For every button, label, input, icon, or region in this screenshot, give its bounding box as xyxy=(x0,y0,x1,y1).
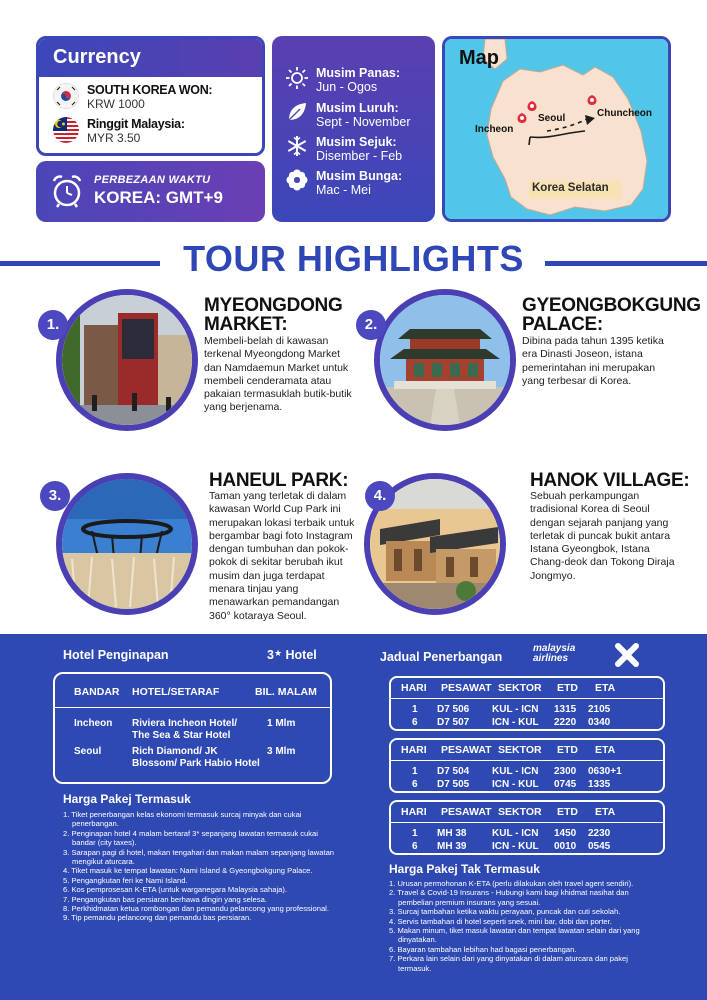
season-name: Musim Sejuk: xyxy=(316,135,397,149)
airasia-logo-icon xyxy=(612,640,642,675)
hotel-row-hotel: Riviera Incheon Hotel/ The Sea & Star Hotel xyxy=(132,718,238,741)
currency-name: Ringgit Malaysia: xyxy=(87,117,185,131)
flight-table xyxy=(389,676,665,731)
hotel-row-hotel: Rich Diamond/ JK Blossom/ Park Habio Hotel xyxy=(132,746,260,769)
flight-header-divider xyxy=(391,698,663,699)
flight-sector: ICN - KUL xyxy=(492,779,539,790)
map-label-chuncheon: Chuncheon xyxy=(597,108,652,119)
included-item: 2. Penginapan hotel 4 malam bertaraf 3* sepanjang lawatan termasuk cukai bandar (city taxes). xyxy=(63,828,318,848)
season-months: Mac - Mei xyxy=(316,183,371,197)
flight-etd: 2300 xyxy=(554,766,577,777)
gyeongbokgung-photo xyxy=(374,289,516,431)
flight-eta: 2105 xyxy=(588,704,611,715)
highlight-number: 3. xyxy=(40,481,70,511)
flight-header: ETA xyxy=(595,744,616,756)
flight-sector: ICN - KUL xyxy=(492,841,539,852)
highlight-number: 2. xyxy=(356,310,386,340)
flight-eta: 1335 xyxy=(588,779,611,790)
flight-header: ETA xyxy=(595,806,616,818)
malaysia-flag-icon xyxy=(53,117,79,143)
included-title: Harga Pakej Termasuk xyxy=(63,792,191,806)
flight-sector: KUL - ICN xyxy=(492,704,539,715)
hotel-rating-number: 3 xyxy=(267,648,274,662)
highlight-number: 4. xyxy=(365,481,395,511)
highlight-description: Dibina pada tahun 1395 ketika era Dinasti Joseon, istana pemerintahan ini merupakan yang terbesar di Korea. xyxy=(522,335,664,387)
flight-sector: KUL - ICN xyxy=(492,828,539,839)
flight-header: SEKTOR xyxy=(498,682,542,694)
included-item: 5. Pengangkutan feri ke Nami Island. xyxy=(63,875,188,885)
hotel-header-nights: BIL. MALAM xyxy=(255,686,317,698)
time-difference-value: KOREA: GMT+9 xyxy=(94,188,223,207)
currency-value: KRW 1000 xyxy=(87,97,145,111)
flight-day: 6 xyxy=(412,841,418,852)
flight-header: ETD xyxy=(557,682,578,694)
highlight-number: 1. xyxy=(38,310,68,340)
flights-section-title: Jadual Penerbangan xyxy=(380,650,503,664)
flight-day: 1 xyxy=(412,704,418,715)
seasons-panel xyxy=(272,36,435,222)
included-item: 3. Sarapan pagi di hotel, makan tengahari dan makan malam sepanjang lawatan mengikut aturcara. xyxy=(63,847,335,867)
snowflake-icon xyxy=(286,135,308,157)
sun-icon xyxy=(286,67,308,89)
tour-highlights-title: TOUR HIGHLIGHTS xyxy=(183,238,524,279)
flight-header: ETA xyxy=(595,682,616,694)
map-country-label: Korea Selatan xyxy=(532,182,609,194)
hotel-header-divider xyxy=(55,707,330,708)
flight-eta: 0545 xyxy=(588,841,611,852)
highlight-description: Membeli-belah di kawasan terkenal Myeongdong Market dan Namdaemun Market untuk membeli cenderamata atau pakaian termasuklah butik-butik yang berjenama. xyxy=(204,335,352,414)
flight-etd: 0010 xyxy=(554,841,577,852)
season-months: Jun - Ogos xyxy=(316,80,378,94)
season-summer xyxy=(316,66,400,94)
flight-header: ETD xyxy=(557,744,578,756)
hotel-row-city: Seoul xyxy=(74,746,102,757)
flight-etd: 1315 xyxy=(554,704,577,715)
myeongdong-photo xyxy=(56,289,198,431)
season-name: Musim Bunga: xyxy=(316,169,403,183)
flight-header: ETD xyxy=(557,806,578,818)
currency-title: Currency xyxy=(39,39,262,77)
excluded-item: 7. Perkara lain selain dari yang dinyatakan di dalam aturcara dan pakej termasuk. xyxy=(389,954,628,973)
included-item: 4. Tiket masuk ke tempat lawatan: Nami Island & Gyeongbokgung Palace. xyxy=(63,866,313,876)
hotel-section-title: Hotel Penginapan xyxy=(63,648,169,662)
flight-day: 1 xyxy=(412,828,418,839)
season-name: Musim Luruh: xyxy=(316,101,399,115)
flight-code: MH 38 xyxy=(437,828,467,839)
excluded-item: 2. Travel & Covid-19 Insurans - Hubungi kami bagi khidmat nasihat dan pembelian premium insurans yang sesuai. xyxy=(389,888,629,907)
flight-header: HARI xyxy=(401,744,427,756)
package-info-panel xyxy=(0,634,707,1000)
included-item: 6. Kos pemprosesan K-ETA (untuk warganegara Malaysia sahaja). xyxy=(63,885,287,895)
currency-name: SOUTH KOREA WON: xyxy=(87,83,213,97)
flight-header: HARI xyxy=(401,682,427,694)
highlight-title: MYEONGDONG MARKET: xyxy=(204,295,343,335)
flight-code: MH 39 xyxy=(437,841,467,852)
hotel-header-city: BANDAR xyxy=(74,686,120,698)
excluded-item: 6. Bayaran tambahan lebihan had bagasi penerbangan. xyxy=(389,944,577,954)
flight-etd: 1450 xyxy=(554,828,577,839)
flight-table xyxy=(389,738,665,793)
hotel-row-city: Incheon xyxy=(74,718,113,729)
flight-sector: ICN - KUL xyxy=(492,717,539,728)
time-difference-panel xyxy=(36,161,265,222)
flight-table xyxy=(389,800,665,855)
map-title: Map xyxy=(459,47,499,69)
flight-eta: 2230 xyxy=(588,828,611,839)
flight-header: SEKTOR xyxy=(498,744,542,756)
flight-sector: KUL - ICN xyxy=(492,766,539,777)
time-difference-label: PERBEZAAN WAKTU xyxy=(94,174,211,186)
flight-day: 1 xyxy=(412,766,418,777)
flight-header: HARI xyxy=(401,806,427,818)
hotel-table xyxy=(53,672,332,784)
hotel-row-nights: 3 Mlm xyxy=(267,746,296,757)
leaf-icon xyxy=(286,101,308,123)
flight-header: PESAWAT xyxy=(441,744,492,756)
flight-day: 6 xyxy=(412,717,418,728)
excluded-item: 1. Urusan permohonan K-ETA (perlu dilakukan oleh travel agent sendiri). xyxy=(389,879,634,888)
flight-header-divider xyxy=(391,760,663,761)
flight-code: D7 506 xyxy=(437,704,470,715)
flight-etd: 0745 xyxy=(554,779,577,790)
currency-value: MYR 3.50 xyxy=(87,131,141,145)
flight-code: D7 507 xyxy=(437,717,470,728)
flight-eta: 0340 xyxy=(588,717,611,728)
flight-eta: 0630+1 xyxy=(588,766,622,777)
season-months: Sept - November xyxy=(316,115,411,129)
currency-panel xyxy=(36,36,265,156)
included-list xyxy=(63,810,343,923)
excluded-item: 5. Makan minum, tiket masuk lawatan dan tempat lawatan selain dari yang dinyatakan. xyxy=(389,926,640,945)
flight-header: SEKTOR xyxy=(498,806,542,818)
currency-item-krw xyxy=(53,83,212,111)
currency-item-myr xyxy=(53,117,185,145)
alarm-clock-icon xyxy=(50,173,84,214)
season-name: Musim Panas: xyxy=(316,66,401,80)
hotel-rating: 3★ Hotel xyxy=(267,648,317,662)
hotel-rating-label: Hotel xyxy=(285,648,317,662)
flight-code: D7 505 xyxy=(437,779,470,790)
highlight-description: Sebuah perkampungan tradisional Korea di Seoul dengan sejarah panjang yang terletak di puncak bukit antara Istana Gyeongbok, Istana Chang-deok dan Tokong Diraja Jongmyo. xyxy=(530,490,675,582)
flower-icon xyxy=(286,169,308,191)
included-item: 9. Tip pemandu pelancong dan pemandu bas persiaran. xyxy=(63,913,252,923)
season-spring xyxy=(316,169,402,197)
season-winter xyxy=(316,135,402,163)
map-label-seoul: Seoul xyxy=(538,113,566,124)
malaysia-airlines-logo: malaysia airlines xyxy=(533,643,576,664)
flight-day: 6 xyxy=(412,779,418,790)
highlight-description: Taman yang terletak di dalam kawasan World Cup Park ini merupakan lokasi terbaik untuk bergambar bagi foto Instagram dengan tumbuhan dan pokok-pokok di sekitar berubah ikut musim dan juga terdapat menara tinjau yang menawarkan pemandangan 360° kotaraya Seoul. xyxy=(209,490,355,622)
included-item: 1. Tiket penerbangan kelas ekonomi termasuk surcaj minyak dan cukai penerbangan. xyxy=(63,810,302,829)
hotel-row-nights: 1 Mlm xyxy=(267,718,296,729)
highlight-title: HANOK VILLAGE: xyxy=(530,470,690,491)
season-autumn xyxy=(316,101,410,129)
map-label-incheon: Incheon xyxy=(475,124,514,135)
flight-header-divider xyxy=(391,822,663,823)
excluded-item: 4. Servis tambahan di hotel seperti snek, mini bar, dobi dan porter. xyxy=(389,916,612,926)
included-item: 7. Pengangkutan bas persiaran berhawa dingin yang selesa. xyxy=(63,894,267,904)
excluded-title: Harga Pakej Tak Termasuk xyxy=(389,862,540,876)
flight-code: D7 504 xyxy=(437,766,470,777)
excluded-item: 3. Surcaj tambahan ketika waktu perayaan, puncak dan cuti sekolah. xyxy=(389,907,621,917)
excluded-list xyxy=(389,879,659,973)
flight-header: PESAWAT xyxy=(441,806,492,818)
hotel-header-hotel: HOTEL/SETARAF xyxy=(132,686,220,698)
flight-header: PESAWAT xyxy=(441,682,492,694)
flight-etd: 2220 xyxy=(554,717,577,728)
included-item: 8. Perkhidmatan ketua rombongan dan pemandu pelancong yang professional. xyxy=(63,904,329,914)
highlight-title: GYEONGBOKGUNG PALACE: xyxy=(522,295,701,335)
map-panel xyxy=(442,36,671,222)
south-korea-flag-icon xyxy=(53,83,79,109)
season-months: Disember - Feb xyxy=(316,149,403,163)
haneul-park-photo xyxy=(56,473,198,615)
highlight-title: HANEUL PARK: xyxy=(209,470,349,491)
